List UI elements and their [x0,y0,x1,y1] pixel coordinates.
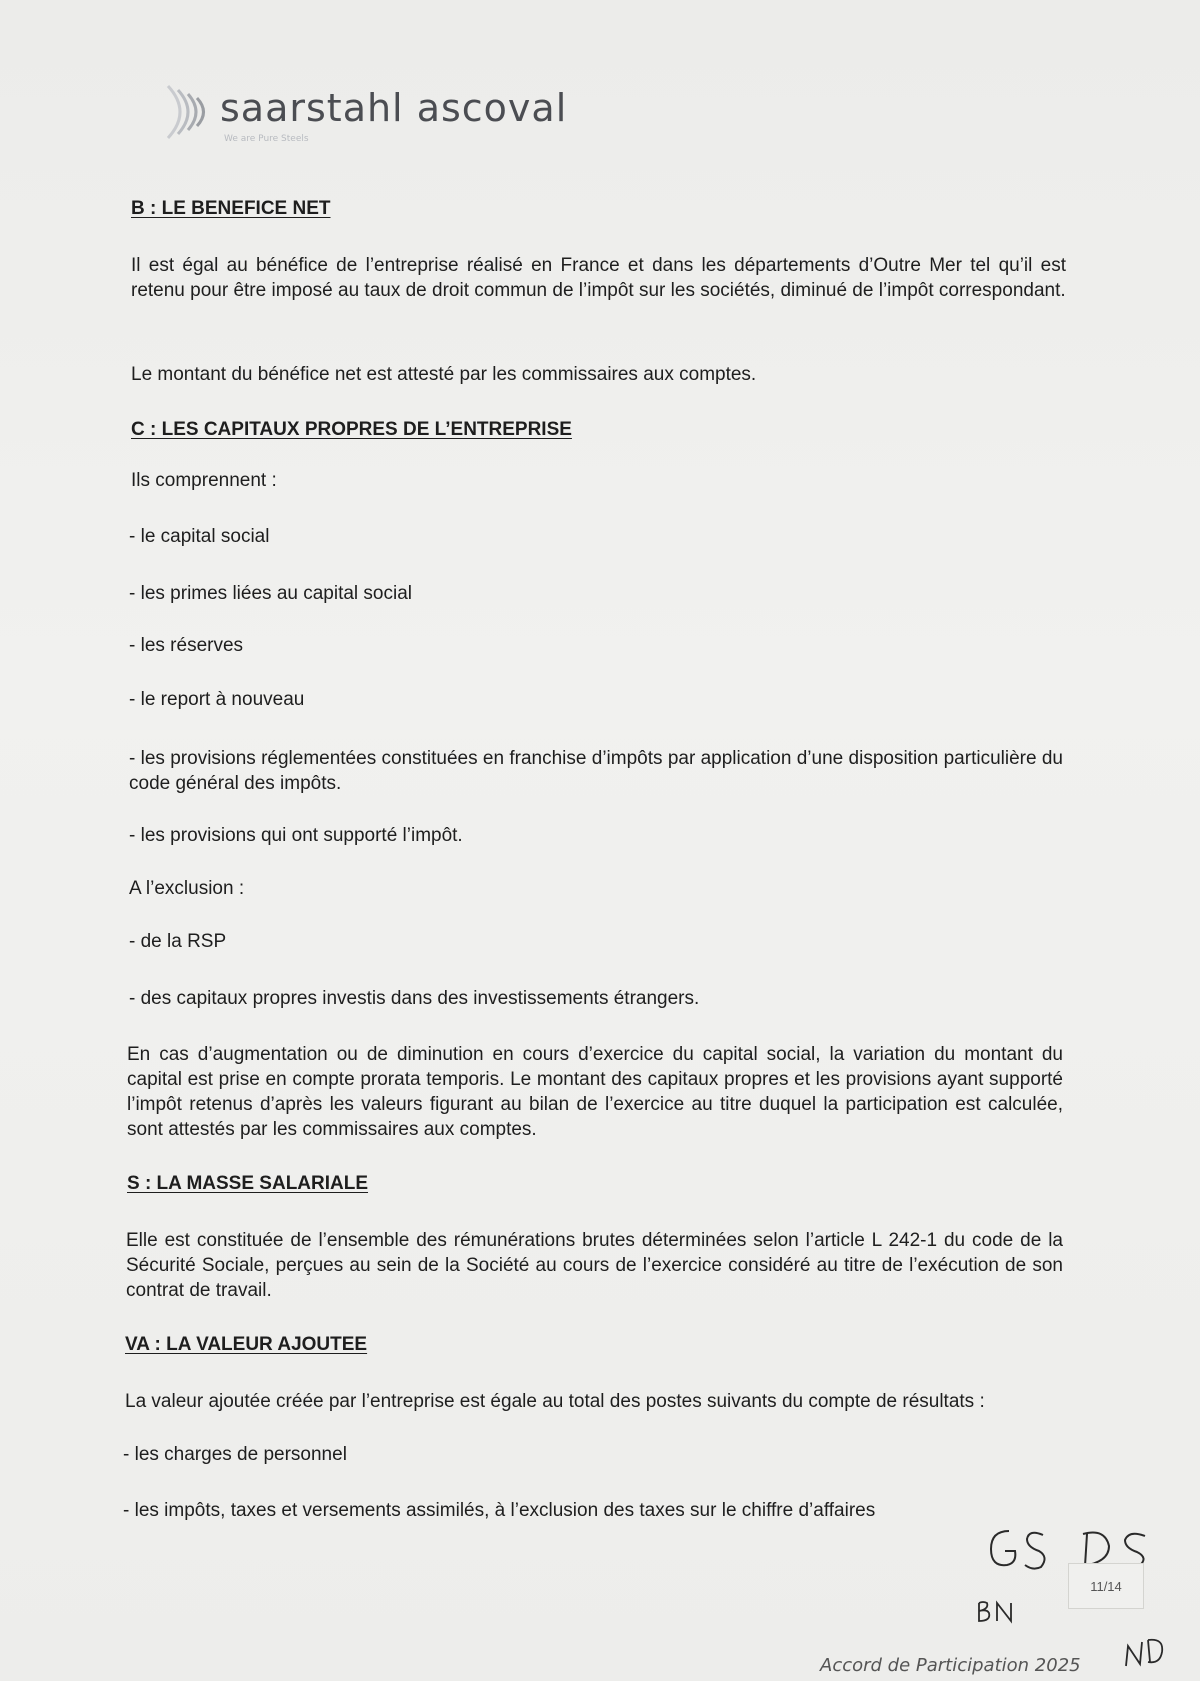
paragraph-variation-capital: En cas d’augmentation ou de diminution en cours d’exercice du capital social, la variation du montant du capital est prise en compte prorata temporis. Le montant des capitaux propres et les provisions ayant supporté l’impôt retenus d’après les valeurs figurant au bilan de l’exercice au titre duquel la participation est calculée, sont attestés par les commissaires aux comptes. [127,1044,1063,1140]
logo-text: saarstahl ascoval [220,86,568,130]
signature-initials-bn [975,1597,1019,1625]
list-item-report-nouveau: - le report à nouveau [129,689,305,710]
list-item-reserves: - les réserves [129,635,244,656]
paragraph-benefice-attestation: Le montant du bénéfice net est attesté par les commissaires aux comptes. [131,364,757,385]
exclusion-capitaux-etrangers: - des capitaux propres investis dans des investissements étrangers. [129,988,700,1009]
exclusion-rsp: - de la RSP [129,931,227,952]
signature-initials-nd [1122,1632,1168,1672]
page-number-box: 11/14 [1068,1563,1144,1609]
logo-waves-icon [162,82,216,142]
paragraph-benefice-definition: Il est égal au bénéfice de l’entreprise réalisé en France et dans les départements d’Outre Mer tel qu’il est retenu pour être imposé au taux de droit commun de l’impôt sur les sociétés, diminué de l’impôt correspondant. [131,255,1066,301]
heading-capitaux-propres: C : LES CAPITAUX PROPRES DE L’ENTREPRISE [131,419,572,440]
logo-tagline: We are Pure Steels [224,134,309,144]
company-logo [162,78,582,148]
list-item-impots-taxes: - les impôts, taxes et versements assimilés, à l’exclusion des taxes sur le chiffre d’affaires [123,1500,876,1521]
list-item-charges-personnel: - les charges de personnel [123,1444,347,1465]
list-item-provisions-reglementees: - les provisions réglementées constituées en franchise d’impôts par application d’une disposition particulière du code général des impôts. [129,748,1063,794]
list-item-primes: - les primes liées au capital social [129,583,413,604]
list-item-provisions-impot: - les provisions qui ont supporté l’impôt. [129,825,463,846]
capitaux-intro: Ils comprennent : [131,470,277,491]
heading-valeur-ajoutee: VA : LA VALEUR AJOUTEE [125,1334,368,1355]
exclusion-intro: A l’exclusion : [129,878,245,899]
valeur-ajoutee-intro: La valeur ajoutée créée par l’entreprise est égale au total des postes suivants du compte de résultats : [125,1391,985,1412]
heading-masse-salariale: S : LA MASSE SALARIALE [127,1173,369,1194]
heading-benefice-net: B : LE BENEFICE NET [131,198,331,219]
paragraph-masse-salariale: Elle est constituée de l’ensemble des rémunérations brutes déterminées selon l’article L 242-1 du code de la Sécurité Sociale, perçues au sein de la Société au cours de l’exercice considéré au titre de l’exécution de son contrat de travail. [126,1230,1063,1301]
list-item-capital-social: - le capital social [129,526,270,547]
signature-initials-gs [985,1525,1055,1575]
footer-document-title: Accord de Participation 2025 [820,1655,1081,1676]
